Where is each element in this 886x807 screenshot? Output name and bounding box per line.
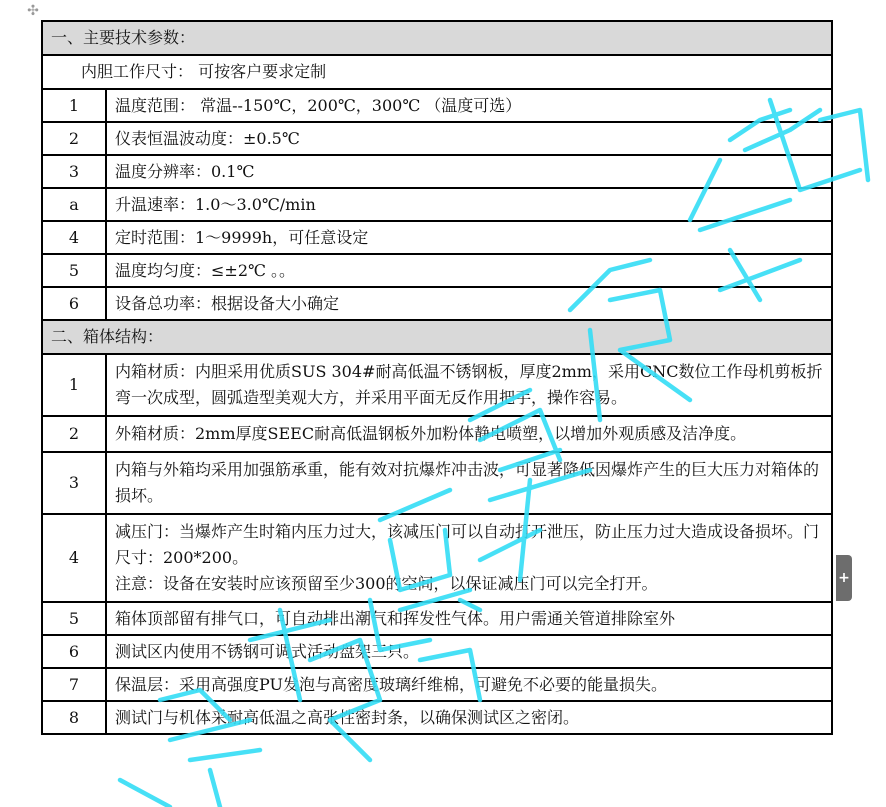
row-text: 定时范围：1～9999h，可任意设定 xyxy=(106,221,832,254)
row-text: 外箱材质：2mm厚度SEEC耐高低温钢板外加粉体静电喷塑，以增加外观质感及洁净度。 xyxy=(106,416,832,452)
row-text-group xyxy=(106,514,832,602)
row-number: 1 xyxy=(42,89,106,122)
row-text: 温度分辨率：0.1℃ xyxy=(106,155,832,188)
table-row xyxy=(42,354,832,416)
row-number: 2 xyxy=(42,416,106,452)
row-text: 测试区内使用不锈钢可调式活动盘架三只。 xyxy=(106,635,832,668)
table-row xyxy=(42,55,832,89)
row-number: 3 xyxy=(42,155,106,188)
spec-table xyxy=(41,20,833,735)
row-number: 4 xyxy=(42,221,106,254)
intro-text: 内胆工作尺寸： 可按客户要求定制 xyxy=(42,55,832,89)
table-row xyxy=(42,188,832,221)
row-text: 升温速率：1.0～3.0℃/min xyxy=(106,188,832,221)
expand-tab-button[interactable]: + xyxy=(836,555,852,601)
row-note: 注意：设备在安装时应该预留至少300的空间，以保证减压门可以完全打开。 xyxy=(115,574,658,593)
row-text: 内箱与外箱均采用加强筋承重，能有效对抗爆炸冲击波，可显著降低因爆炸产生的巨大压力对箱体的损坏。 xyxy=(106,452,832,514)
row-number: 6 xyxy=(42,635,106,668)
table-row xyxy=(42,287,832,320)
table-row xyxy=(42,514,832,602)
table-row xyxy=(42,416,832,452)
row-text: 减压门：当爆炸产生时箱内压力过大，该减压门可以自动打开泄压，防止压力过大造成设备损坏。门尺寸：200*200。 xyxy=(115,522,820,567)
table-row xyxy=(42,254,832,287)
row-number: 6 xyxy=(42,287,106,320)
row-number: 1 xyxy=(42,354,106,416)
section-header xyxy=(42,21,832,55)
row-number: 2 xyxy=(42,122,106,155)
row-number: 4 xyxy=(42,514,106,602)
table-row xyxy=(42,122,832,155)
row-text: 温度范围： 常温--150℃，200℃，300℃ （温度可选） xyxy=(106,89,832,122)
table-row xyxy=(42,701,832,734)
row-text: 温度均匀度：≤±2℃ 。。 xyxy=(106,254,832,287)
row-number: 3 xyxy=(42,452,106,514)
row-text: 仪表恒温波动度：±0.5℃ xyxy=(106,122,832,155)
section-header xyxy=(42,320,832,354)
row-number: 5 xyxy=(42,602,106,635)
row-text: 测试门与机体采耐高低温之高张性密封条，以确保测试区之密闭。 xyxy=(106,701,832,734)
table-row xyxy=(42,155,832,188)
move-handle-icon[interactable]: ✣ xyxy=(27,3,39,19)
row-number: a xyxy=(42,188,106,221)
section-title: 二、箱体结构： xyxy=(42,320,832,354)
row-text: 内箱材质：内胆采用优质SUS 304#耐高低温不锈钢板，厚度2mm，采用CNC数位工作母机剪板折弯一次成型，圆弧造型美观大方，并采用平面无反作用把手，操作容易。 xyxy=(106,354,832,416)
row-number: 7 xyxy=(42,668,106,701)
table-row xyxy=(42,221,832,254)
row-number: 5 xyxy=(42,254,106,287)
row-text: 设备总功率：根据设备大小确定 xyxy=(106,287,832,320)
table-row xyxy=(42,635,832,668)
table-row xyxy=(42,89,832,122)
row-text: 箱体顶部留有排气口，可自动排出潮气和挥发性气体。用户需通关管道排除室外 xyxy=(106,602,832,635)
table-row xyxy=(42,602,832,635)
table-row xyxy=(42,452,832,514)
row-number: 8 xyxy=(42,701,106,734)
section-title: 一、主要技术参数： xyxy=(42,21,832,55)
row-text: 保温层：采用高强度PU发泡与高密度玻璃纤维棉，可避免不必要的能量损失。 xyxy=(106,668,832,701)
table-row xyxy=(42,668,832,701)
